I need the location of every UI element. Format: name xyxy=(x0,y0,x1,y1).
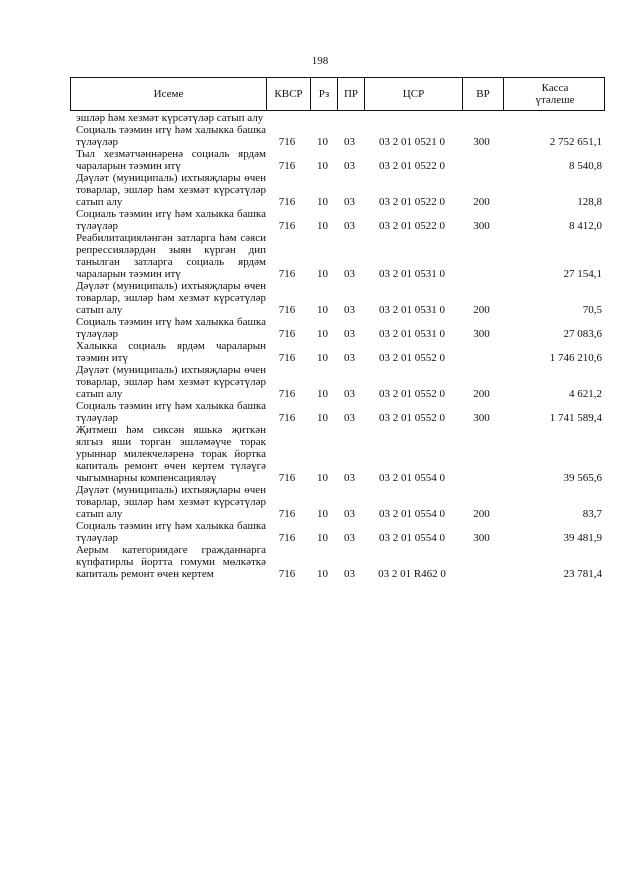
row-rz: 10 xyxy=(317,532,328,544)
row-sum: 1 746 210,6 xyxy=(549,352,602,364)
row-sum: 39 481,9 xyxy=(563,532,602,544)
column-header-rz: Рз xyxy=(310,78,337,110)
row-pr: 03 xyxy=(344,472,355,484)
table-row xyxy=(70,172,605,208)
row-kvsr: 716 xyxy=(278,304,296,316)
column-header-kvsr: КВСР xyxy=(266,78,310,110)
row-pr: 03 xyxy=(344,508,355,520)
row-kvsr: 716 xyxy=(278,268,296,280)
row-kvsr: 716 xyxy=(278,220,296,232)
table-row xyxy=(70,400,605,424)
row-vr: 300 xyxy=(473,220,490,232)
row-name: Социаль тәэмин итү һәм халыкка башка түләүләр xyxy=(76,124,266,148)
row-pr: 03 xyxy=(344,532,355,544)
row-vr: 300 xyxy=(473,412,490,424)
row-name: Социаль тәэмин итү һәм халыкка башка түләүләр xyxy=(76,208,266,232)
table-row xyxy=(70,208,605,232)
row-csr: 03 2 01 0522 0 xyxy=(379,220,445,232)
row-pr: 03 xyxy=(344,160,355,172)
page-number: 198 xyxy=(311,55,329,67)
table-body xyxy=(70,112,605,580)
row-rz: 10 xyxy=(317,508,328,520)
table-row xyxy=(70,544,605,580)
row-pr: 03 xyxy=(344,304,355,316)
row-pr: 03 xyxy=(344,412,355,424)
column-header-kassa-line2: үтәлеше xyxy=(535,94,575,106)
row-name: Дәүләт (муниципаль) ихтыяҗлары өчен товарлар, эшләр һәм хезмәт күрсәтүләр сатып алу xyxy=(76,364,266,400)
row-kvsr: 716 xyxy=(278,352,296,364)
row-rz: 10 xyxy=(317,472,328,484)
column-header-vr: ВР xyxy=(462,78,503,110)
row-kvsr: 716 xyxy=(278,568,296,580)
row-kvsr: 716 xyxy=(278,160,296,172)
row-sum: 70,5 xyxy=(582,304,602,316)
row-sum: 1 741 589,4 xyxy=(549,412,602,424)
column-header-kassa xyxy=(503,78,606,110)
row-csr: 03 2 01 0531 0 xyxy=(379,268,445,280)
row-rz: 10 xyxy=(317,196,328,208)
row-rz: 10 xyxy=(317,304,328,316)
row-kvsr: 716 xyxy=(278,328,296,340)
row-csr: 03 2 01 0554 0 xyxy=(379,532,445,544)
row-pr: 03 xyxy=(344,220,355,232)
row-pr: 03 xyxy=(344,136,355,148)
table-row xyxy=(70,112,605,124)
row-kvsr: 716 xyxy=(278,196,296,208)
row-csr: 03 2 01 R462 0 xyxy=(378,568,446,580)
row-sum: 8 540,8 xyxy=(569,160,602,172)
row-pr: 03 xyxy=(344,388,355,400)
row-vr: 300 xyxy=(473,136,490,148)
row-sum: 23 781,4 xyxy=(563,568,602,580)
table-row xyxy=(70,424,605,484)
row-kvsr: 716 xyxy=(278,472,296,484)
row-vr: 200 xyxy=(473,388,490,400)
row-name: Социаль тәэмин итү һәм халыкка башка түләүләр xyxy=(76,400,266,424)
column-header-name: Исеме xyxy=(153,88,184,100)
row-rz: 10 xyxy=(317,328,328,340)
row-name: Реабилитацияләнгән затларга һәм сәяси репрессияләрдән зыян күргән дип танылган затларга социаль ярдәм чараларын тәэмин итү xyxy=(76,232,266,280)
row-sum: 27 083,6 xyxy=(563,328,602,340)
row-csr: 03 2 01 0552 0 xyxy=(379,388,445,400)
table-row xyxy=(70,280,605,316)
row-csr: 03 2 01 0554 0 xyxy=(379,472,445,484)
row-pr: 03 xyxy=(344,328,355,340)
row-vr: 200 xyxy=(473,304,490,316)
table-row xyxy=(70,232,605,280)
row-sum: 83,7 xyxy=(582,508,602,520)
row-name: Халыкка социаль ярдәм чараларын тәэмин итү xyxy=(76,340,266,364)
table-header xyxy=(70,77,605,111)
row-csr: 03 2 01 0531 0 xyxy=(379,304,445,316)
row-csr: 03 2 01 0554 0 xyxy=(379,508,445,520)
row-pr: 03 xyxy=(344,196,355,208)
table-row xyxy=(70,364,605,400)
row-name: эшләр һәм хезмәт күрсәтүләр сатып алу xyxy=(76,112,264,124)
row-vr: 300 xyxy=(473,532,490,544)
row-name: Дәүләт (муниципаль) ихтыяҗлары өчен товарлар, эшләр һәм хезмәт күрсәтүләр сатып алу xyxy=(76,172,266,208)
row-rz: 10 xyxy=(317,352,328,364)
table-row xyxy=(70,148,605,172)
row-rz: 10 xyxy=(317,268,328,280)
row-sum: 128,8 xyxy=(577,196,602,208)
row-rz: 10 xyxy=(317,412,328,424)
row-kvsr: 716 xyxy=(278,412,296,424)
column-header-csr: ЦСР xyxy=(364,78,462,110)
row-name: Дәүләт (муниципаль) ихтыяҗлары өчен товарлар, эшләр һәм хезмәт күрсәтүләр сатып алу xyxy=(76,484,266,520)
row-sum: 39 565,6 xyxy=(563,472,602,484)
row-rz: 10 xyxy=(317,568,328,580)
row-kvsr: 716 xyxy=(278,388,296,400)
row-sum: 27 154,1 xyxy=(563,268,602,280)
row-kvsr: 716 xyxy=(278,508,296,520)
table-row xyxy=(70,340,605,364)
row-name: Тыл хезмәтчәннәренә социаль ярдәм чараларын тәэмин итү xyxy=(76,148,266,172)
row-vr: 300 xyxy=(473,328,490,340)
row-pr: 03 xyxy=(344,568,355,580)
row-vr: 200 xyxy=(473,196,490,208)
row-sum: 8 412,0 xyxy=(569,220,602,232)
row-csr: 03 2 01 0552 0 xyxy=(379,352,445,364)
table-row xyxy=(70,124,605,148)
row-csr: 03 2 01 0522 0 xyxy=(379,160,445,172)
row-csr: 03 2 01 0531 0 xyxy=(379,328,445,340)
row-csr: 03 2 01 0522 0 xyxy=(379,196,445,208)
row-pr: 03 xyxy=(344,268,355,280)
row-csr: 03 2 01 0521 0 xyxy=(379,136,445,148)
row-rz: 10 xyxy=(317,160,328,172)
row-kvsr: 716 xyxy=(278,136,296,148)
row-pr: 03 xyxy=(344,352,355,364)
row-sum: 2 752 651,1 xyxy=(549,136,602,148)
row-kvsr: 716 xyxy=(278,532,296,544)
table-row xyxy=(70,316,605,340)
row-vr: 200 xyxy=(473,508,490,520)
row-name: Дәүләт (муниципаль) ихтыяҗлары өчен товарлар, эшләр һәм хезмәт күрсәтүләр сатып алу xyxy=(76,280,266,316)
row-sum: 4 621,2 xyxy=(569,388,602,400)
column-header-pr: ПР xyxy=(337,78,364,110)
table-row xyxy=(70,520,605,544)
row-name: Җитмеш һәм сиксән яшькә җиткән ялгыз яши торган эшләмәүче торак урыннар милекчеләренә торак йортка капиталь ремонт өчен кертем түләүгә чыгымнарны компенсацияләү xyxy=(76,424,266,484)
row-name: Аерым категориядәге гражданнарга күпфатирлы йортта гомуми мөлкәткә капиталь ремонт өчен кертем xyxy=(76,544,266,580)
row-csr: 03 2 01 0552 0 xyxy=(379,412,445,424)
row-name: Социаль тәэмин итү һәм халыкка башка түләүләр xyxy=(76,520,266,544)
row-rz: 10 xyxy=(317,388,328,400)
row-rz: 10 xyxy=(317,220,328,232)
table-row xyxy=(70,484,605,520)
row-rz: 10 xyxy=(317,136,328,148)
column-header-kassa-line1: Касса xyxy=(541,82,569,94)
row-name: Социаль тәэмин итү һәм халыкка башка түләүләр xyxy=(76,316,266,340)
